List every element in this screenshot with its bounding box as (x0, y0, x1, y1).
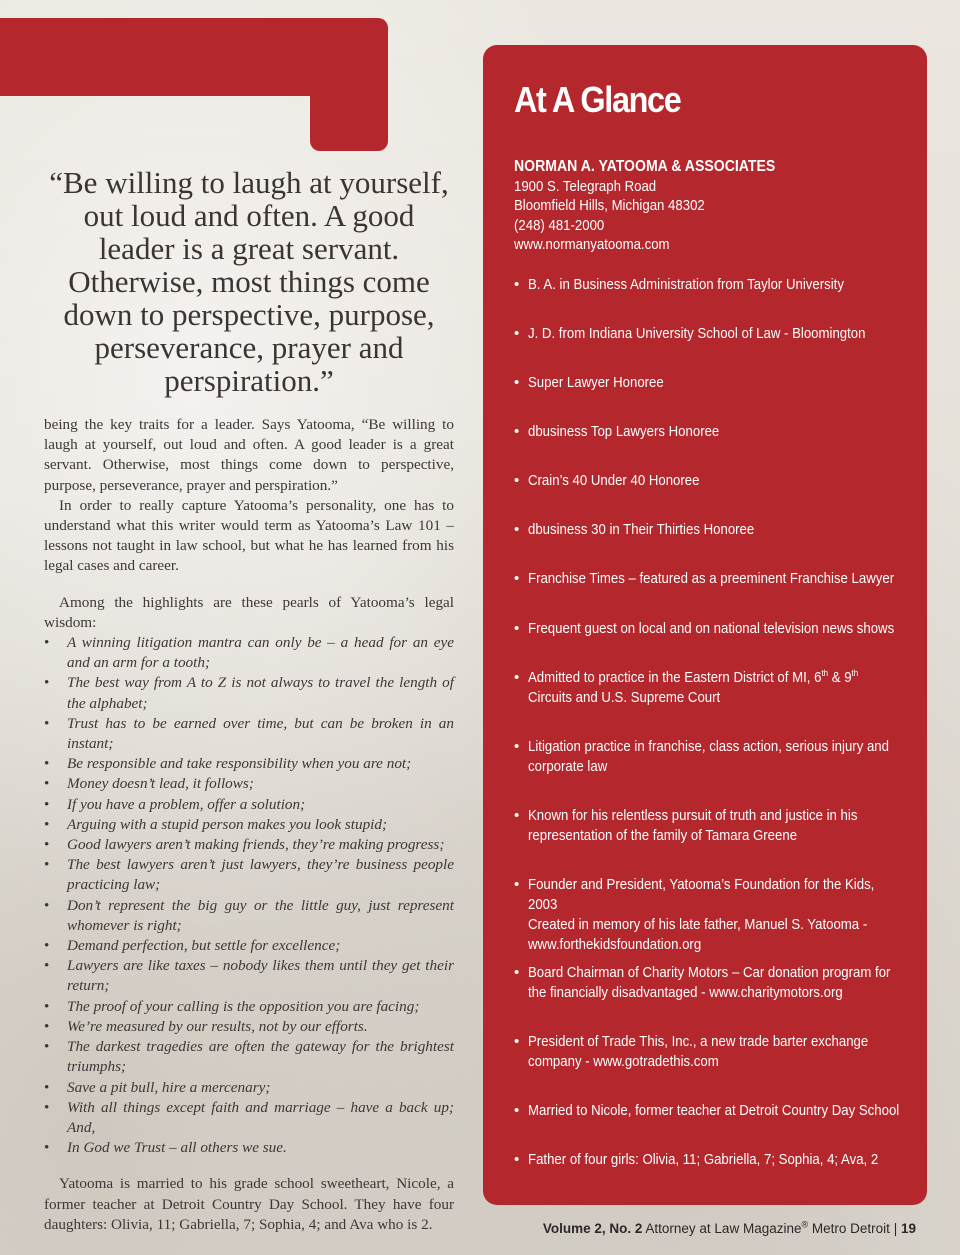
page-number: 19 (900, 1221, 916, 1236)
bullet-icon: • (514, 1033, 520, 1050)
pearl-item: • Save a pit bull, hire a mercenary; (44, 1078, 454, 1098)
pearls-list (44, 633, 454, 1158)
bullet-icon: • (514, 423, 520, 440)
bullet-icon: • (514, 521, 520, 538)
bullet-icon: • (514, 738, 520, 755)
at-a-glance-panel (483, 45, 927, 1205)
phone-number: (248) 481-2000 (514, 216, 605, 234)
bullet-icon: • (514, 374, 520, 391)
pearl-item: • A winning litigation mantra can only be – a head for an eye and an arm for a tooth; (44, 633, 454, 673)
article-paragraph: being the key traits for a leader. Says Yatooma, “Be willing to laugh at yourself, out loud and often. A good leader is a great servant. Otherwise, most things come down to perspective, purpose, perseverance, prayer and perspiration.” (44, 416, 454, 494)
firm-contact-block (514, 157, 914, 255)
address-line: 1900 S. Telegraph Road (514, 177, 657, 195)
pearl-item: • Good lawyers aren’t making friends, they’re making progress; (44, 835, 454, 855)
glance-item: • J. D. from Indiana University School of Law - Bloomington (514, 325, 866, 342)
panel-title: At A Glance (514, 79, 681, 120)
pearl-item: • Trust has to be earned over time, but can be broken in an instant; (44, 714, 454, 754)
firm-name: NORMAN A. YATOOMA & ASSOCIATES (514, 158, 776, 175)
pearl-item: • Be responsible and take responsibility when you are not; (44, 754, 454, 774)
pearl-item: • The best way from A to Z is not always to travel the length of the alphabet; (44, 673, 454, 713)
article-paragraph: Among the highlights are these pearls of Yatooma’s legal wisdom: (44, 593, 454, 631)
pearl-item: • Lawyers are like taxes – nobody likes them until they get their return; (44, 956, 454, 996)
pearl-item: • Don’t represent the big guy or the little guy, just represent whomever is right; (44, 896, 454, 936)
glance-item: • dbusiness 30 in Their Thirties Honoree (514, 521, 755, 538)
foundation-website-link[interactable]: www.forthekidsfoundation.org (528, 936, 702, 953)
glance-item-foundation: • Founder and President, Yatooma’s Foundation for the Kids, 2003 Created in memory of his late father, Manuel S. Yatooma - www.forthekidsfoundation.org (514, 876, 875, 953)
pearl-item: • The proof of your calling is the opposition you are facing; (44, 997, 454, 1017)
bullet-icon: • (514, 1102, 520, 1119)
pearl-item: • The darkest tragedies are often the gateway for the brightest triumphs; (44, 1037, 454, 1077)
bullet-icon: • (514, 876, 520, 893)
bullet-icon: • (514, 1151, 520, 1168)
pull-quote: “Be willing to laugh at yourself, out loud and often. A good leader is a great servant. Otherwise, most things come down to perspective, purpose, perseverance, prayer and perspiration.” (49, 165, 449, 398)
issue-volume: Volume 2, No. 2 (542, 1221, 643, 1236)
pearl-item: • If you have a problem, offer a solution; (44, 795, 454, 815)
article-column (44, 415, 454, 1235)
bullet-icon: • (514, 325, 520, 342)
address-line: Bloomfield Hills, Michigan 48302 (514, 197, 705, 215)
bullet-icon: • (514, 570, 520, 587)
bullet-icon: • (514, 669, 520, 686)
glance-item: • Known for his relentless pursuit of truth and justice in his representation of the family of Tamara Greene (514, 807, 858, 844)
pearl-item: • We’re measured by our results, not by our efforts. (44, 1017, 454, 1037)
glance-item: • Litigation practice in franchise, class action, serious injury and corporate law (514, 738, 889, 775)
glance-item: • Franchise Times – featured as a preeminent Franchise Lawyer (514, 570, 895, 587)
glance-item: • Board Chairman of Charity Motors – Car donation program for the financially disadvantaged - www.charitymotors.org (514, 964, 891, 1001)
glance-item: • Crain’s 40 Under 40 Honoree (514, 472, 700, 489)
glance-item: • Father of four girls: Olivia, 11; Gabriella, 7; Sophia, 4; Ava, 2 (514, 1151, 879, 1168)
website-link[interactable]: www.normanyatooma.com (514, 236, 670, 254)
registered-mark: ® (801, 1219, 809, 1230)
bullet-icon: • (514, 807, 520, 824)
glance-item: • Frequent guest on local and on national television news shows (514, 620, 895, 637)
glance-item: • B. A. in Business Administration from Taylor University (514, 276, 844, 293)
article-paragraph: Yatooma is married to his grade school sweetheart, Nicole, a former teacher at Detroit Country Day School. They have four daughters: Olivia, 11; Gabriella, 7; Sophia, 4; and Ava who is 2. (44, 1175, 454, 1233)
pearl-item: • Money doesn’t lead, it follows; (44, 774, 454, 794)
bullet-icon: • (514, 472, 520, 489)
magazine-name: Attorney at Law Magazine (645, 1221, 802, 1236)
magazine-edition: Metro Detroit (811, 1221, 890, 1236)
footer-separator: | (893, 1221, 898, 1236)
pearl-item: • The best lawyers aren’t just lawyers, they’re business people practicing law; (44, 855, 454, 895)
pearl-item: • Demand perfection, but settle for excellence; (44, 936, 454, 956)
pearl-item: • In God we Trust – all others we sue. (44, 1138, 454, 1158)
article-paragraph: In order to really capture Yatooma’s personality, one has to understand what this writer would term as Yatooma’s Law 101 – lessons not taught in law school, but what he has learned from his legal cases and career. (44, 496, 454, 575)
bullet-icon: • (514, 964, 520, 981)
red-tab-drop-decoration (310, 60, 388, 151)
pearl-item: • With all things except faith and marriage – have a back up; And, (44, 1098, 454, 1138)
bullet-icon: • (514, 620, 520, 637)
page-footer (543, 1221, 916, 1236)
bullet-icon: • (514, 276, 520, 293)
pearl-item: • Arguing with a stupid person makes you look stupid; (44, 815, 454, 835)
glance-item: • Super Lawyer Honoree (514, 374, 664, 391)
glance-item: • dbusiness Top Lawyers Honoree (514, 423, 720, 440)
glance-item: • Married to Nicole, former teacher at Detroit Country Day School (514, 1102, 900, 1119)
glance-item: • President of Trade This, Inc., a new trade barter exchange company - www.gotradethis.com (514, 1033, 869, 1070)
glance-item-admitted: • Admitted to practice in the Eastern District of MI, 6th & 9th Circuits and U.S. Supreme Court (514, 668, 859, 706)
